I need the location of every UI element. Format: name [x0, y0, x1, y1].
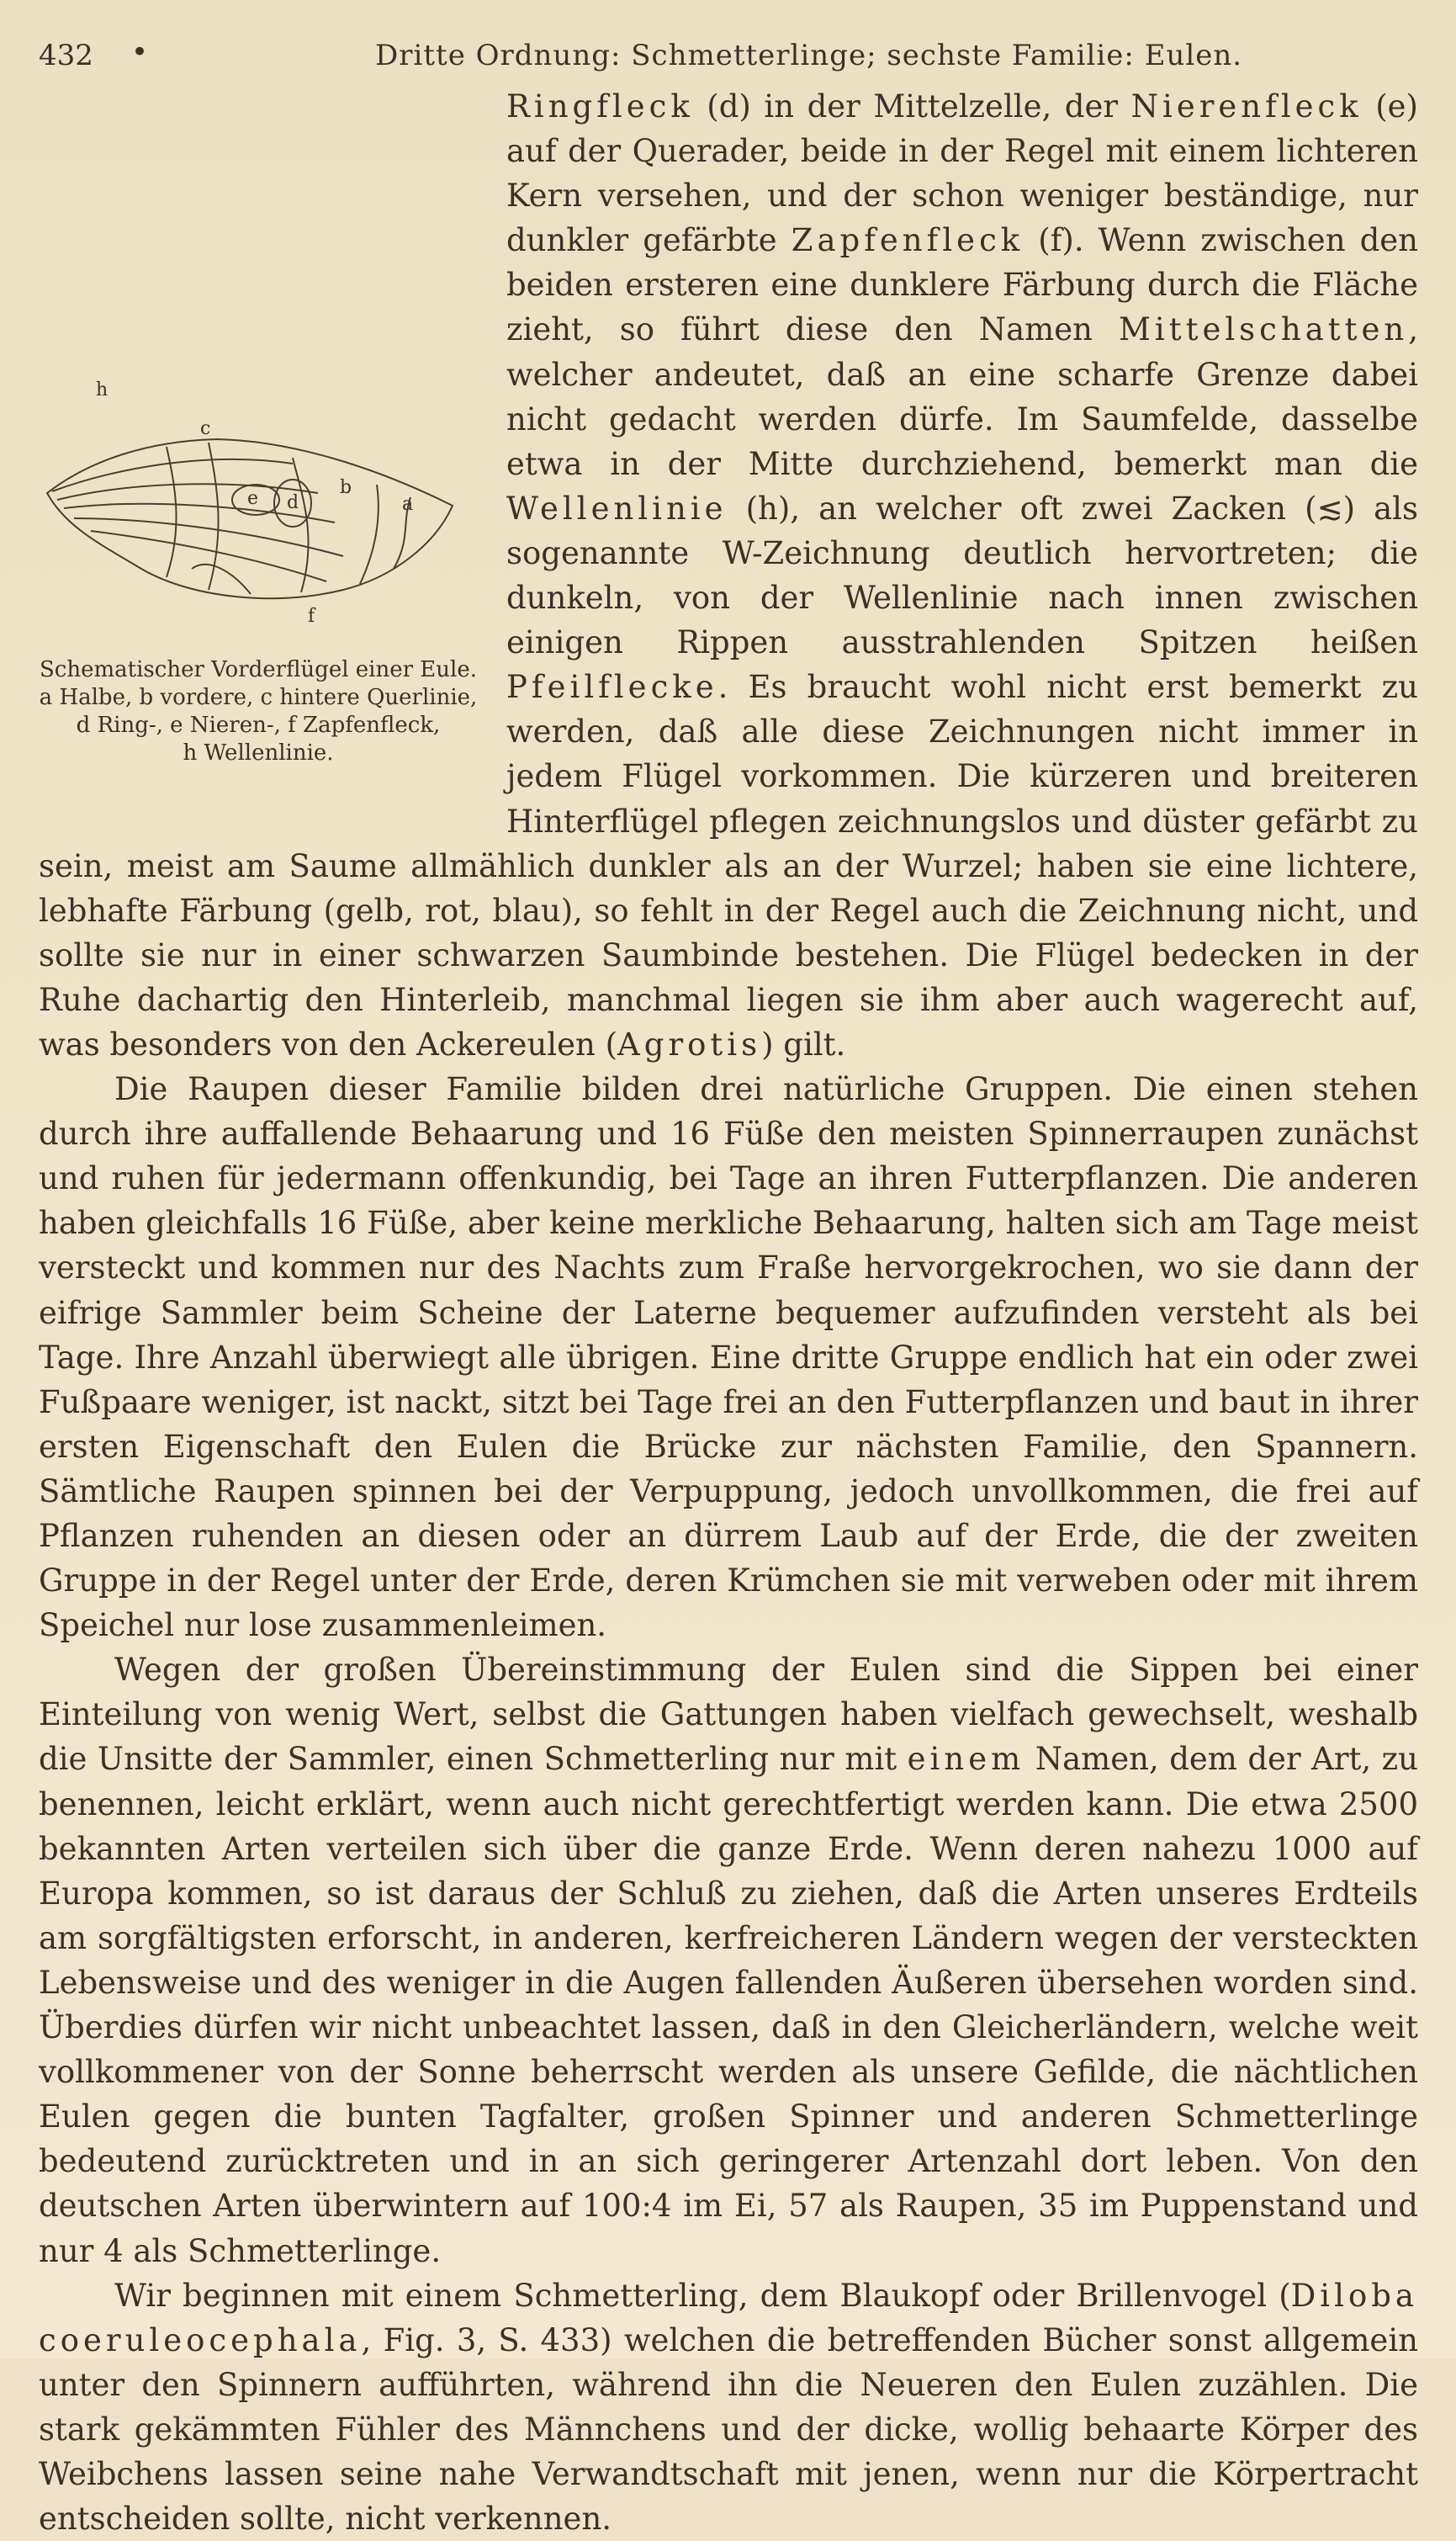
- header-mark: •: [131, 35, 149, 69]
- body-text: [39, 84, 1418, 2541]
- caption-line-3: d Ring-, e Nieren-, f Zapfenfleck,: [76, 713, 441, 738]
- caption-line-1: Schematischer Vorderflügel einer Eule.: [40, 657, 477, 682]
- paragraph-4: Wir beginnen mit einem Schmetterling, dem Blaukopf oder Brillenvogel (Diloba coeruleocephala, Fig. 3, S. 433) welchen die betreffenden Bücher sonst allgemein unter den Spinnern aufführten, während ihn die Neueren den Eulen zuzählen. Die stark gekämmten Fühler des Männchens und der dicke, wollig behaarte Körper des Weibchens lassen seine nahe Verwandtschaft mit jenen, wenn nur die Körpertracht entscheiden sollte, nicht verkennen.: [39, 2277, 1418, 2538]
- label-e: e: [247, 488, 259, 509]
- label-d: d: [287, 492, 299, 513]
- figure: [39, 84, 478, 808]
- page-header: [39, 34, 1418, 77]
- caption-line-4: h Wellenlinie.: [183, 740, 334, 766]
- paragraph-3: Wegen der großen Übereinstimmung der Eulen sind die Sippen bei einer Einteilung von wenig Wert, selbst die Gattungen haben vielfach gewechselt, weshalb die Unsitte der Sammler, einen Schmetterling nur mit einem Namen, dem der Art, zu benennen, leicht erklärt, wenn auch nicht gerechtfertigt werden kann. Die etwa 2500 bekannten Arten verteilen sich über die ganze Erde. Wenn deren nahezu 1000 auf Europa kommen, so ist daraus der Schluß zu ziehen, daß die Arten unseres Erdteils am sorgfältigsten erforscht, in anderen, kerfreicheren Ländern wegen der versteckten Lebensweise und des weniger in die Augen fallenden Äußeren übersehen worden sind. Überdies dürfen wir nicht unbeachtet lassen, daß in den Gleicherländern, welche weit vollkommener von der Sonne beherrscht werden als unsere Gefilde, die nächtlichen Eulen gegen die bunten Tagfalter, großen Spinner und anderen Schmetterlinge bedeutend zurücktreten und in an sich geringerer Artenzahl dort leben. Von den deutschen Arten überwintern auf 100:4 im Ei, 57 als Raupen, 35 im Puppenstand und nur 4 als Schmetterlinge.: [39, 1652, 1419, 2269]
- figure-caption: [39, 656, 478, 767]
- page-number: 432: [39, 39, 93, 72]
- forewing-diagram: [40, 367, 478, 645]
- label-c: c: [200, 418, 211, 439]
- label-b: b: [340, 477, 352, 498]
- caption-line-2: a Halbe, b vordere, c hintere Querlinie,: [39, 685, 478, 710]
- paragraph-1: Ringfleck (d) in der Mittelzelle, der Nierenfleck (e) auf der Querader, beide in der Regel mit einem lichteren Kern versehen, und der schon weniger beständige, nur dunkler gefärbte Zapfenfleck (f). Wenn zwischen den beiden ersteren eine dunklere Färbung durch die Fläche zieht, so führt diese den Namen Mittelschatten, welcher andeutet, daß an eine scharfe Grenze dabei nicht gedacht werden dürfe. Im Saumfelde, dasselbe etwa in der Mitte durchziehend, bemerkt man die Wellenlinie (h), an welcher oft zwei Zacken (≲) als sogenannte W-Zeichnung deutlich hervortreten; die dunkeln, von der Wellenlinie nach innen zwischen einigen Rippen ausstrahlenden Spitzen heißen Pfeilflecke. Es braucht wohl nicht erst bemerkt zu werden, daß alle diese Zeichnungen nicht immer in jedem Flügel vorkommen. Die kürzeren und breiteren Hinterflügel pflegen zeichnungslos und düster gefärbt zu sein, meist am Saume allmählich dunkler als an der Wurzel; haben sie eine lichtere, lebhafte Färbung (gelb, rot, blau), so fehlt in der Regel auch die Zeichnung nicht, und sollte sie nur in einer schwarzen Saumbinde bestehen. Die Flügel bedecken in der Ruhe dachartig den Hinterleib, manchmal liegen sie ihm aber auch wagerecht auf, was besonders von den Ackereulen (Agrotis) gilt.: [39, 88, 1418, 1063]
- paragraph-2: Die Raupen dieser Familie bilden drei natürliche Gruppen. Die einen stehen durch ihre auffallende Behaarung und 16 Füße den meisten Spinnerraupen zunächst und ruhen für jedermann offenkundig, bei Tage an ihren Futterpflanzen. Die anderen haben gleichfalls 16 Füße, aber keine merkliche Behaarung, halten sich am Tage meist versteckt und kommen nur des Nachts zum Fraße hervorgekrochen, wo sie dann der eifrige Sammler beim Scheine der Laterne bequemer aufzufinden versteht als bei Tage. Ihre Anzahl überwiegt alle übrigen. Eine dritte Gruppe endlich hat ein oder zwei Fußpaare weniger, ist nackt, sitzt bei Tage frei an den Futterpflanzen und baut in ihrer ersten Eigenschaft den Eulen die Brücke zur nächsten Familie, den Spannern. Sämtliche Raupen spinnen bei der Verpuppung, jedoch unvollkommen, die frei auf Pflanzen ruhenden an diesen oder an dürrem Laub auf der Erde, die der zweiten Gruppe in der Regel unter der Erde, deren Krümchen sie mit verweben oder mit ihrem Speichel nur lose zusammenleimen.: [39, 1071, 1418, 1644]
- running-title: Dritte Ordnung: Schmetterlinge; sechste Familie: Eulen.: [375, 39, 1243, 72]
- label-h: h: [96, 379, 109, 401]
- label-f: f: [308, 606, 315, 627]
- label-a: a: [402, 494, 414, 515]
